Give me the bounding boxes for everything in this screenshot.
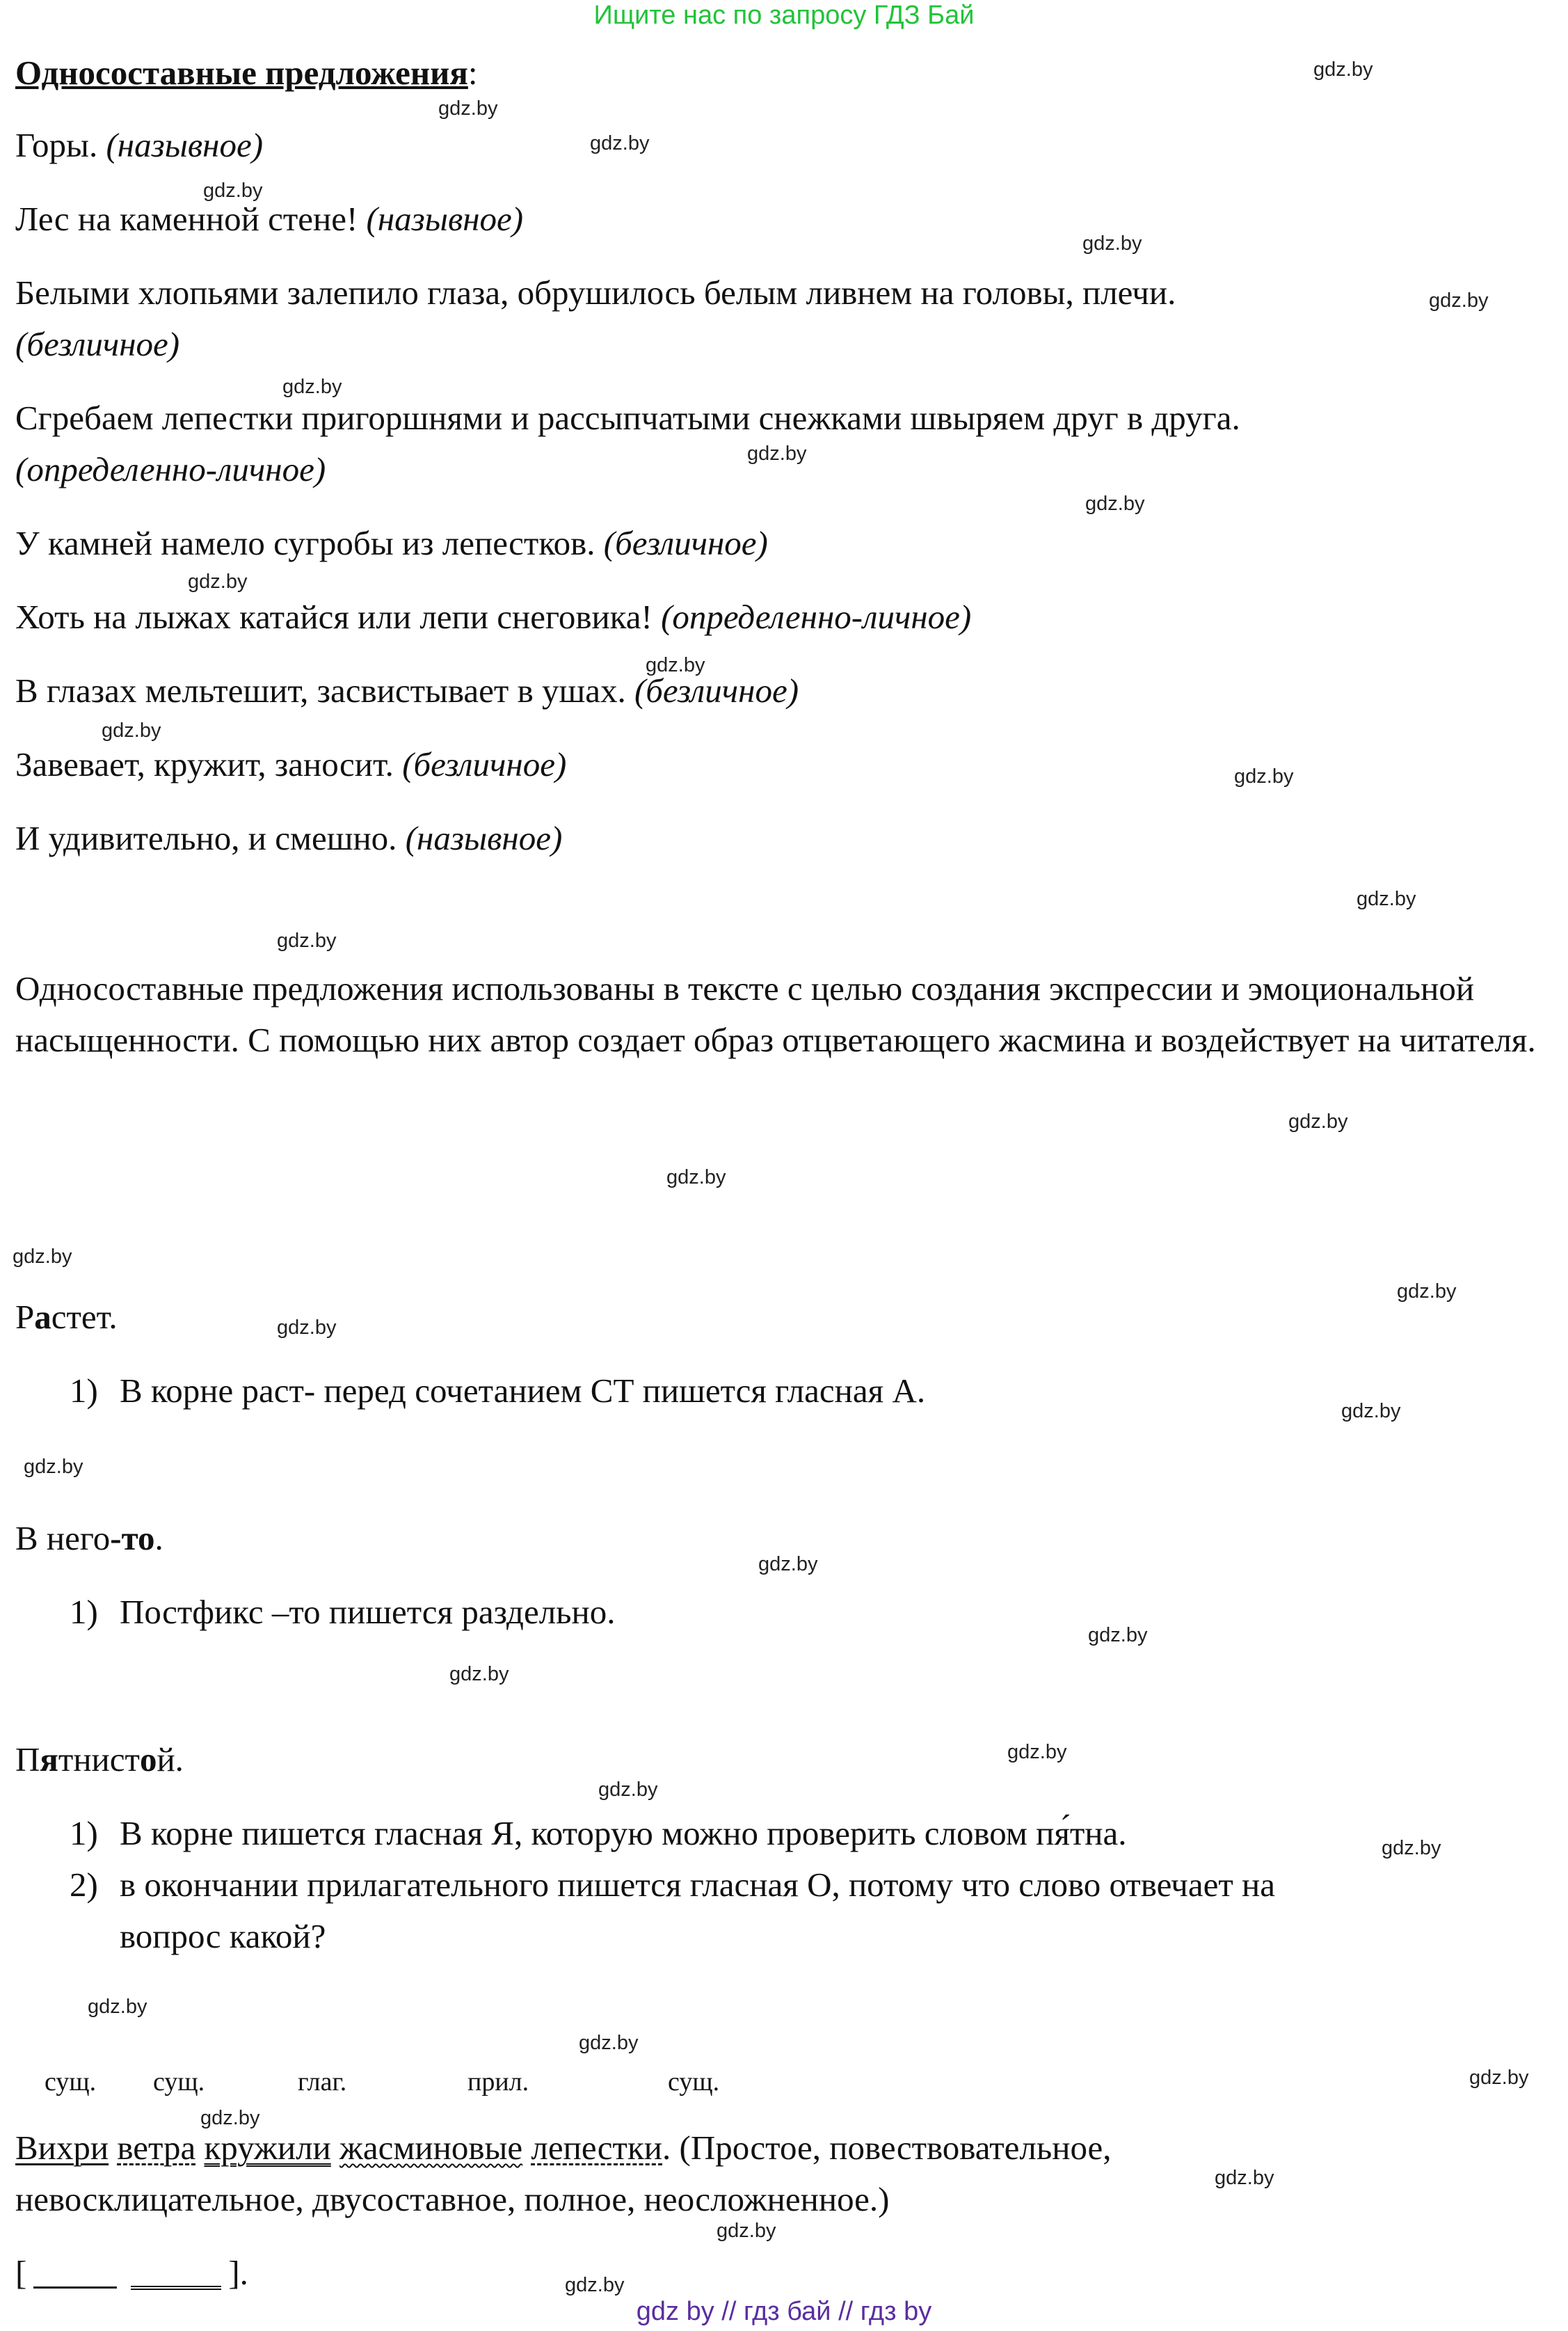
top-banner: Ищите нас по запросу ГДЗ Бай [593, 1, 975, 30]
watermark: gdz.by [1382, 1837, 1441, 1859]
conclusion-paragraph: Односоставные предложения использованы в тексте с целью создания экспрессии и эмоциональной насыщенности. С помощью них автор создает образ отцветающего жасмина и воздействует на читателя. [15, 969, 1536, 1059]
watermark: gdz.by [717, 2220, 776, 2242]
word-part-highlight: а [34, 1298, 51, 1336]
watermark: gdz.by [188, 571, 248, 593]
schema-predicate-line [131, 2284, 221, 2290]
watermark: gdz.by [565, 2274, 625, 2296]
sentence-schema [15, 2248, 248, 2299]
rule-item [70, 1365, 925, 1417]
watermark: gdz.by [758, 1553, 818, 1575]
rule-item [70, 1859, 1275, 1911]
watermark: gdz.by [579, 2032, 639, 2054]
watermark: gdz.by [200, 2107, 260, 2129]
watermark: gdz.by [1357, 888, 1416, 910]
watermark: gdz.by [666, 1166, 726, 1188]
section-title-colon: : [467, 54, 478, 92]
sentence-item [15, 392, 1240, 444]
word-subject: Вихри [15, 2129, 109, 2167]
analysis-line: невосклицательное, двусоставное, полное, неосложненное.) [15, 2180, 890, 2218]
schema-subject-line [33, 2285, 117, 2289]
pos-label: сущ. [668, 2067, 720, 2097]
pos-label: сущ. [45, 2067, 97, 2097]
orthogram-word [15, 1734, 184, 1785]
sentence-item [15, 665, 799, 717]
watermark: gdz.by [24, 1456, 83, 1478]
sentence-text: Завевает, кружит, заносит. [15, 745, 394, 783]
sentence-item [15, 591, 971, 643]
rule-text: В корне пишется гласная Я, которую можно проверить словом пя́тна. [120, 1814, 1127, 1852]
sentence-text: В глазах мельтешит, засвистывает в ушах. [15, 671, 626, 710]
watermark: gdz.by [1215, 2167, 1274, 2189]
sentence-type: (назывное) [106, 126, 264, 164]
rule-number: 1) [70, 1814, 98, 1852]
pos-label: сущ. [153, 2067, 205, 2097]
word-object: ветра [117, 2129, 196, 2167]
pos-label: глаг. [298, 2067, 347, 2097]
sentence-text: И удивительно, и смешно. [15, 819, 397, 857]
rule-item [70, 1808, 1127, 1859]
rule-number: 2) [70, 1865, 98, 1904]
word-part: П [15, 1740, 40, 1779]
bottom-banner: gdz by // гдз бай // гдз by [636, 2297, 932, 2326]
watermark: gdz.by [277, 1316, 337, 1339]
word-part-highlight: -то [110, 1519, 155, 1557]
sentence-type: (безличное) [402, 745, 567, 783]
watermark: gdz.by [646, 654, 705, 676]
sentence-text: Белыми хлопьями залепило глаза, обрушилось белым ливнем на головы, плечи. [15, 273, 1176, 312]
sentence-item [15, 267, 1176, 319]
orthogram-word [15, 1513, 163, 1564]
watermark: gdz.by [277, 930, 337, 952]
rule-text-continuation: вопрос какой? [120, 1917, 326, 1955]
word-part: й. [157, 1740, 184, 1779]
rule-text: В корне раст- перед сочетанием СТ пишется гласная А. [120, 1371, 926, 1410]
watermark: gdz.by [438, 97, 498, 120]
watermark: gdz.by [1088, 1624, 1148, 1646]
watermark: gdz.by [1082, 232, 1142, 255]
orthogram-word [15, 1291, 118, 1343]
word-part: В него [15, 1519, 111, 1557]
watermark: gdz.by [1085, 493, 1145, 515]
word-part: . [154, 1519, 163, 1557]
sentence-type: (безличное) [634, 671, 799, 710]
word-part-highlight: о [139, 1740, 157, 1779]
rule-item [70, 1586, 616, 1638]
section-title [15, 47, 477, 99]
watermark: gdz.by [1007, 1741, 1067, 1763]
sentence-text: Сгребаем лепестки пригоршнями и рассыпчатыми снежками швыряем друг в друга. [15, 399, 1240, 437]
watermark: gdz.by [590, 132, 650, 154]
sentence-text: Хоть на лыжах катайся или лепи снеговика! [15, 598, 653, 636]
sentence-type-line [15, 444, 326, 495]
sentence-type: (назывное) [405, 819, 563, 857]
word-predicate: кружили [204, 2129, 331, 2167]
watermark: gdz.by [1429, 289, 1489, 312]
watermark: gdz.by [747, 443, 807, 465]
analyzed-sentence [15, 2122, 1112, 2174]
sentence-type: (определенно-личное) [15, 450, 326, 488]
word-attribute: жасминовые [339, 2129, 523, 2167]
watermark: gdz.by [203, 180, 263, 202]
sentence-item [15, 739, 566, 790]
sentence-text: Горы. [15, 126, 98, 164]
sentence-dot: . [662, 2129, 671, 2167]
watermark: gdz.by [449, 1663, 509, 1685]
word-part-highlight: я [40, 1740, 58, 1779]
rule-number: 1) [70, 1371, 98, 1410]
watermark: gdz.by [1469, 2067, 1529, 2089]
word-part: тнист [58, 1740, 140, 1779]
word-part: Р [15, 1298, 35, 1336]
sentence-text: У камней намело сугробы из лепестков. [15, 524, 595, 562]
sentence-item [15, 813, 562, 864]
rule-text: Постфикс –то пишется раздельно. [120, 1593, 616, 1631]
sentence-type: (определенно-личное) [661, 598, 972, 636]
watermark: gdz.by [1397, 1280, 1457, 1303]
watermark: gdz.by [282, 376, 342, 398]
word-object: лепестки [531, 2129, 662, 2167]
watermark: gdz.by [13, 1246, 72, 1268]
schema-open-bracket: [ [15, 2254, 27, 2292]
watermark: gdz.by [1341, 1400, 1401, 1422]
watermark: gdz.by [598, 1779, 658, 1801]
watermark: gdz.by [1234, 765, 1294, 788]
word-part: стет. [51, 1298, 118, 1336]
sentence-type: (безличное) [15, 325, 180, 363]
rule-number: 1) [70, 1593, 98, 1631]
watermark: gdz.by [102, 719, 161, 742]
pos-label: прил. [467, 2067, 529, 2097]
sentence-item [15, 518, 768, 569]
watermark: gdz.by [1288, 1111, 1348, 1133]
rule-text: в окончании прилагательного пишется гласная О, потому что слово отвечает на [120, 1865, 1275, 1904]
sentence-text: Лес на каменной стене! [15, 200, 358, 238]
sentence-type: (безличное) [603, 524, 768, 562]
sentence-type: (назывное) [366, 200, 524, 238]
sentence-item [15, 193, 523, 245]
sentence-item [15, 120, 263, 171]
watermark: gdz.by [88, 1996, 147, 2018]
section-title-text: Односоставные предложения [15, 54, 468, 92]
schema-close-bracket: ]. [228, 2254, 248, 2292]
watermark: gdz.by [1313, 58, 1373, 81]
analysis-text: (Простое, повествовательное, [671, 2129, 1112, 2167]
sentence-type-line [15, 319, 179, 370]
